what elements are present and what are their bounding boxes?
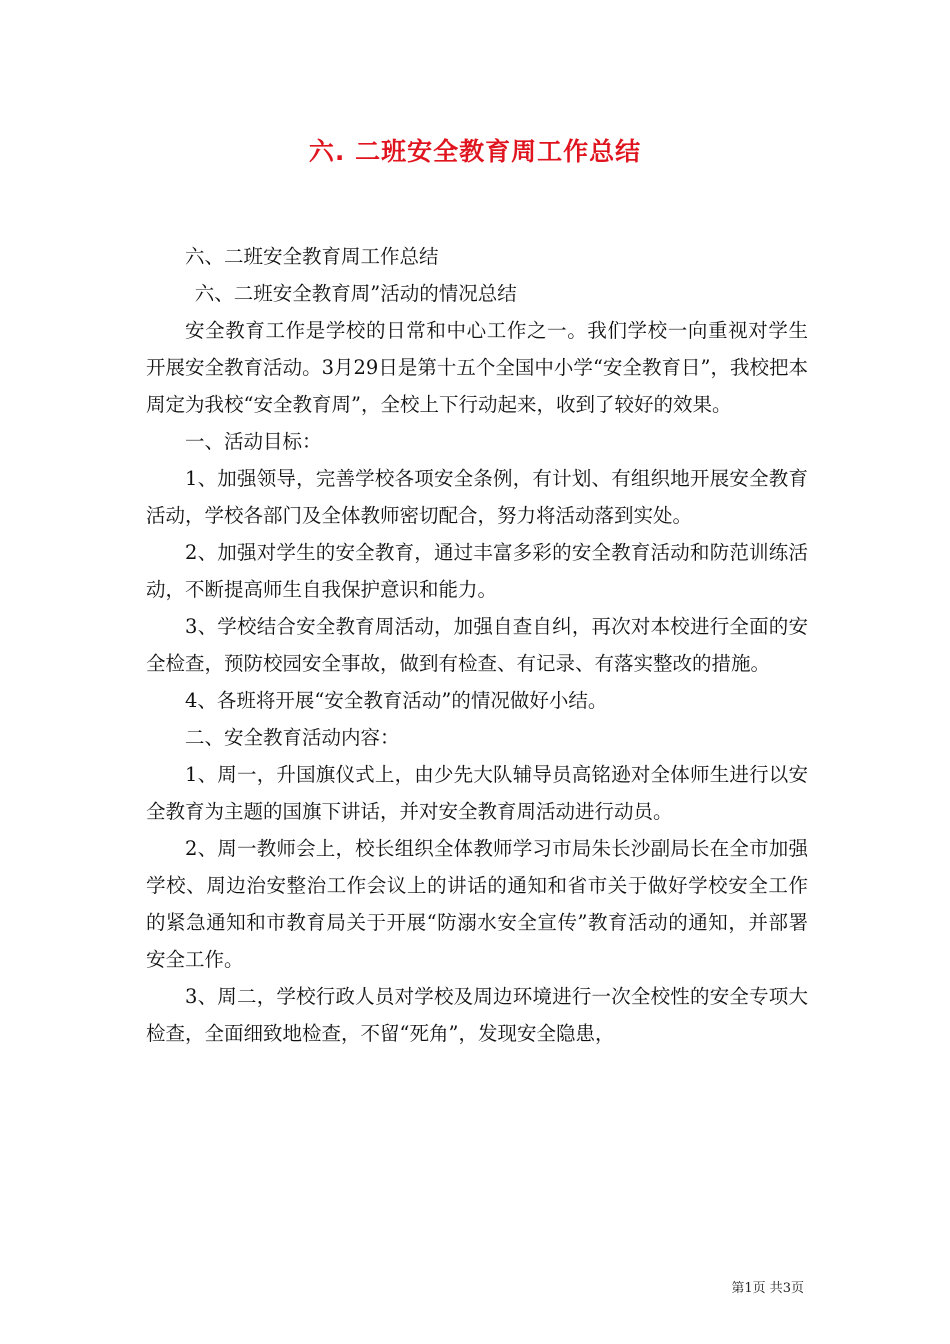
paragraph-heading-2: 六、二班安全教育周”活动的情况总结 — [194, 282, 517, 305]
content-item-2: 2、周一教师会上，校长组织全体教师学习市局朱长沙副局长在全市加强学校、周边治安整治工作会议上的讲话的通知和省市关于做好学校安全工作的紧急通知和市教育局关于开展“防溺水安全宣传”教育活动的通知，并部署安全工作。 — [146, 837, 808, 971]
paragraph-intro: 安全教育工作是学校的日常和中心工作之一。我们学校一向重视对学生开展安全教育活动。3月29日是第十五个全国中小学“安全教育日”，我校把本周定为我校“安全教育周”，全校上下行动起来，收到了较好的效果。 — [146, 319, 808, 416]
page-number: 第1页 共3页 — [731, 1281, 804, 1296]
paragraph-heading-1: 六、二班安全教育周工作总结 — [185, 245, 439, 268]
page-title: 六. 二班安全教育周工作总结 — [308, 137, 642, 166]
goal-item-1: 1、加强领导，完善学校各项安全条例，有计划、有组织地开展安全教育活动，学校各部门及全体教师密切配合，努力将活动落到实处。 — [146, 467, 808, 527]
content-item-1: 1、周一，升国旗仪式上，由少先大队辅导员高铭逊对全体师生进行以安全教育为主题的国旗下讲话，并对安全教育周活动进行动员。 — [146, 763, 808, 823]
goal-item-2: 2、加强对学生的安全教育，通过丰富多彩的安全教育活动和防范训练活动，不断提高师生自我保护意识和能力。 — [146, 541, 808, 601]
section-content-heading: 二、安全教育活动内容： — [185, 726, 400, 749]
section-goals-heading: 一、活动目标： — [185, 430, 322, 453]
content-item-3: 3、周二，学校行政人员对学校及周边环境进行一次全校性的安全专项大检查，全面细致地检查，不留“死角”，发现安全隐患， — [146, 985, 808, 1045]
goal-item-4: 4、各班将开展“安全教育活动”的情况做好小结。 — [185, 689, 608, 712]
goal-item-3: 3、学校结合安全教育周活动，加强自查自纠，再次对本校进行全面的安全检查，预防校园安全事故，做到有检查、有记录、有落实整改的措施。 — [146, 615, 808, 675]
document-body — [146, 238, 808, 1052]
